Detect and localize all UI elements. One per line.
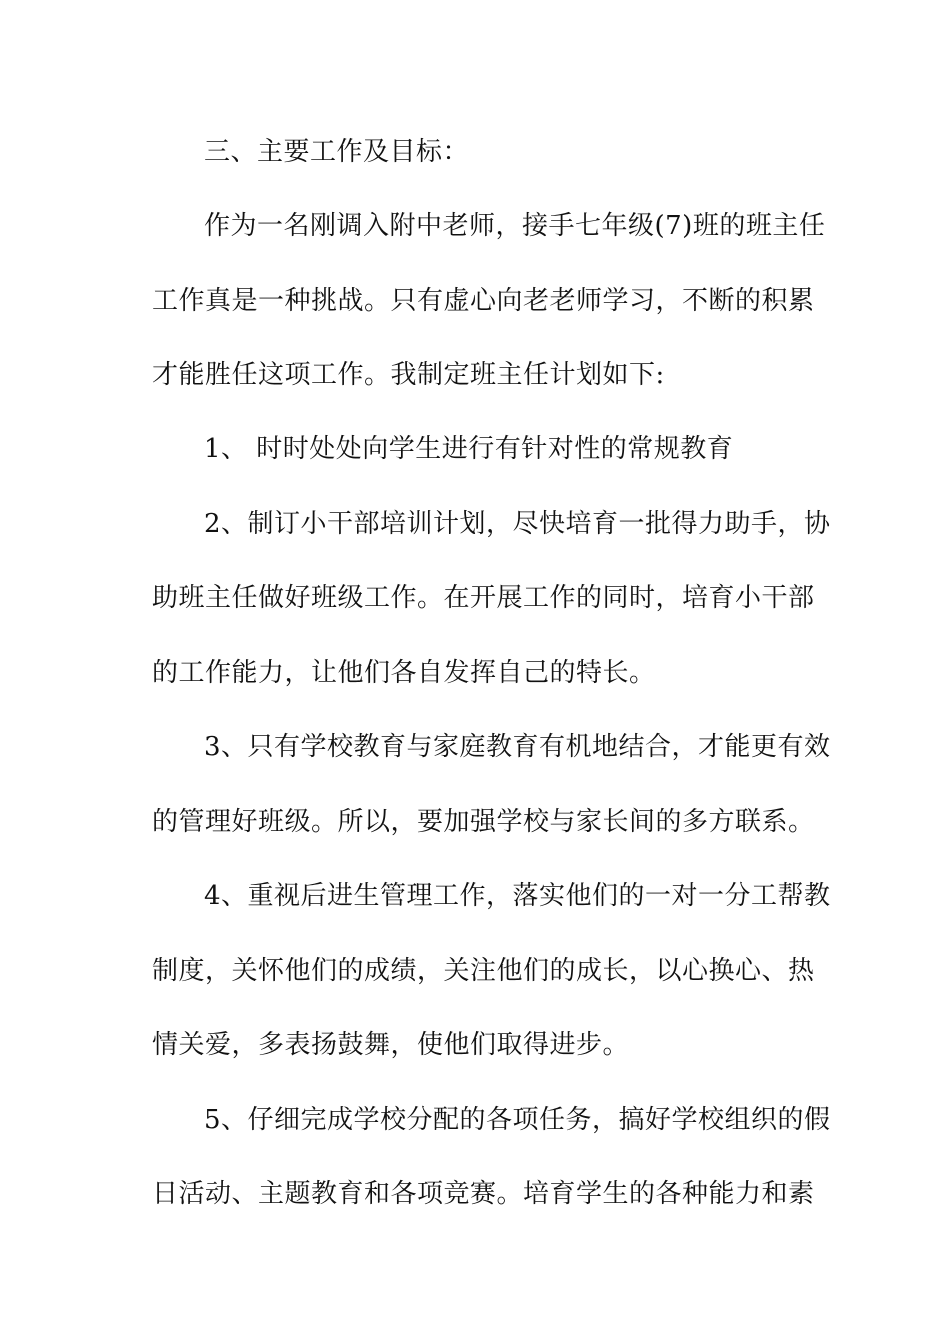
paragraph-line: 制度，关怀他们的成绩，关注他们的成长，以心换心、热 xyxy=(152,956,815,986)
list-item-5: 5、仔细完成学校分配的各项任务，搞好学校组织的假 xyxy=(204,1105,831,1135)
paragraph-line: 作为一名刚调入附中老师，接手七年级(7)班的班主任 xyxy=(204,211,826,241)
list-item-2: 2、制订小干部培训计划，尽快培育一批得力助手，协 xyxy=(204,509,831,539)
paragraph-line: 情关爱，多表扬鼓舞，使他们取得进步。 xyxy=(152,1030,630,1060)
paragraph-line: 助班主任做好班级工作。在开展工作的同时，培育小干部 xyxy=(152,583,815,613)
list-item-1: 1、 时时处处向学生进行有针对性的常规教育 xyxy=(204,434,734,464)
section-heading: 三、主要工作及目标： xyxy=(204,137,470,167)
list-item-3: 3、只有学校教育与家庭教育有机地结合，才能更有效 xyxy=(204,732,831,762)
list-item-4: 4、重视后进生管理工作，落实他们的一对一分工帮教 xyxy=(204,881,831,911)
paragraph-line: 工作真是一种挑战。只有虚心向老老师学习，不断的积累 xyxy=(152,286,815,316)
paragraph-line: 日活动、主题教育和各项竞赛。培育学生的各种能力和素 xyxy=(152,1179,815,1209)
paragraph-line: 的管理好班级。所以，要加强学校与家长间的多方联系。 xyxy=(152,807,815,837)
paragraph-line: 的工作能力，让他们各自发挥自己的特长。 xyxy=(152,658,656,688)
paragraph-line: 才能胜任这项工作。我制定班主任计划如下: xyxy=(152,360,665,390)
